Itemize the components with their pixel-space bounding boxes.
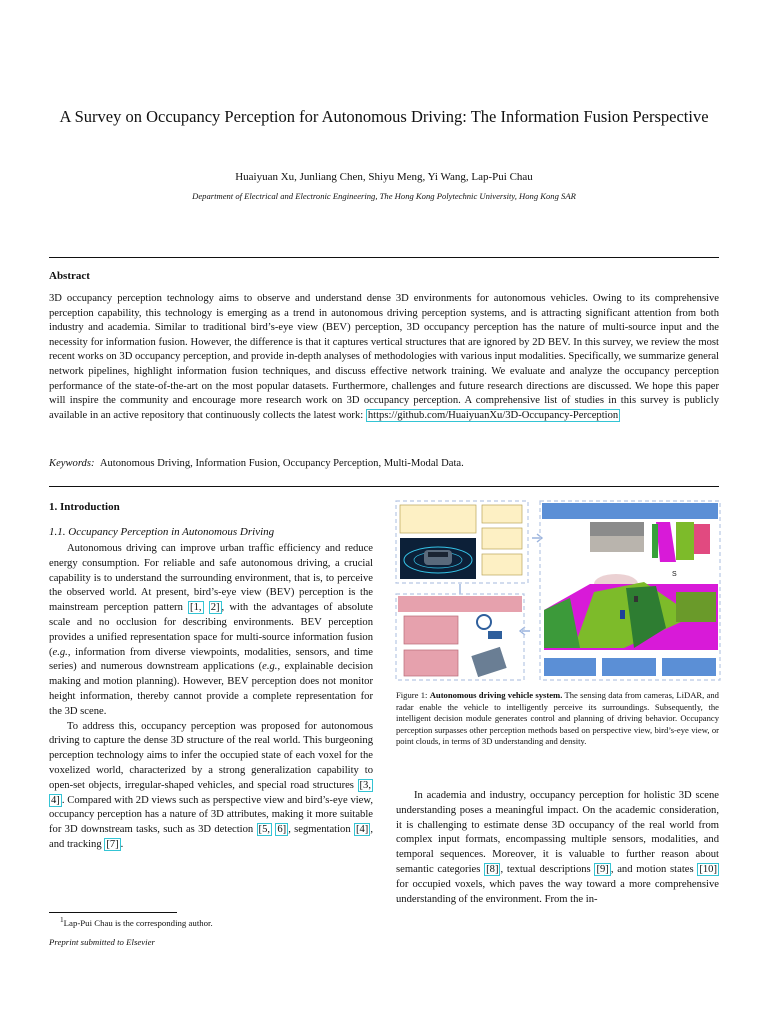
paper-title: A Survey on Occupancy Perception for Autonomous Driving: The Information Fusion Perspective <box>59 107 709 126</box>
road-surface <box>590 536 644 552</box>
citation-link[interactable]: [10] <box>699 863 718 875</box>
citation-link[interactable]: [4] <box>355 824 369 836</box>
author-list: Huaiyuan Xu, Junliang Chen, Shiyu Meng, Yi Wang, Lap-Pui Chau <box>235 171 533 183</box>
bottom-divider <box>49 486 719 487</box>
perception-header <box>542 503 718 519</box>
footnote-mark: 1 <box>60 915 64 924</box>
citation-link[interactable]: [8] <box>486 863 499 875</box>
citation-link[interactable]: 2] <box>210 602 220 614</box>
paragraph <box>49 720 373 853</box>
left-column <box>49 542 373 853</box>
citation-link[interactable]: 6] <box>277 824 287 836</box>
occupancy-label <box>662 658 716 676</box>
bev-vegetation <box>652 524 658 558</box>
bev-label <box>602 658 656 676</box>
radar-label-box <box>482 528 522 549</box>
text-run: e.g. <box>262 661 278 673</box>
right-column <box>396 789 719 907</box>
paragraph <box>49 542 373 720</box>
occupancy-car <box>620 610 625 619</box>
footnote-text: Lap-Pui Chau is the corresponding author. <box>63 917 213 928</box>
lidar-label-box <box>482 505 522 523</box>
text-run: In academia and industry, occupancy perception for holistic 3D scene understanding poses a meaningful impact. On the academic consideration, it is challenging to estimate dense 3D occupancy of the real world from complex input formats, encompassing multiple sensors, modalities, and temporal sequences. Moreover, it is valuable to further reason about semantic categories <box>396 790 719 875</box>
abstract-text: 3D occupancy perception technology aims to observe and understand dense 3D environments for autonomous vehicles. Owing to its comprehensive perception capability, this technology is emerging as a trend in autonomous driving perception systems, and is attracting significant attention from both industry and academia. Similar to traditional bird’s-eye view (BEV) perception, 3D occupancy perception has the nature of multi-source input and the necessity for information fusion. However, the difference is that it captures vertical structures that are ignored by 2D BEV. In this survey, we review the most recent works on 3D occupancy perception, and provide in-depth analyses of methodologies with various input modalities. Specifically, we summarize general network pipelines, highlight information fusion techniques, and discuss effective network training. We evaluate and analyze the occupancy perception performance of the state-of-the-art on the most popular datasets. Furthermore, challenges and future research directions are discussed. We hope this paper will inspire the community and encourage more research work on 3D occupancy perception. A comprehensive list of studies in this survey is publicly available in an active repository that continuously collects the latest work: <box>49 293 719 421</box>
text-run: Autonomous driving can improve urban traffic efficiency and reduce energy consumption. For reliable and safe autonomous driving, a crucial capability is to understand the surrounding environment, that is, to perceive the observed world. At present, bird’s-eye view (BEV) perception is the mainstream perception pattern <box>49 543 373 614</box>
preprint-note: Preprint submitted to Elsevier <box>49 937 155 947</box>
text-run: , explainable decision making and motion planning). However, BEV perception does not monitor height information, thereby cannot provide a complete representation for the 3D scene. <box>49 661 374 717</box>
text-run: . Compared with 2D views such as perspective view and bird’s-eye view, occupancy perception has a nature of 3D attributes, making it more suitable for 3D downstream tasks, such as 3D detection <box>49 794 373 836</box>
citation-link[interactable]: [3, <box>359 779 371 791</box>
subsection-heading: 1.1. Occupancy Perception in Autonomous Driving <box>49 526 275 538</box>
caption-title: Autonomous driving vehicle system. <box>429 690 563 700</box>
abstract-body <box>49 292 719 423</box>
bev-terrain <box>676 522 694 560</box>
route-map-icon <box>471 647 506 677</box>
text-run: , segmentation <box>288 824 354 836</box>
paragraph <box>396 789 719 907</box>
figure-1-illustration <box>394 498 722 682</box>
text-run: To address this, occupancy perception was proposed for autonomous driving to capture the dense 3D structure of the real world. This burgeoning perception technology aims to infer the occupied state of each voxel for the voxelized world, characterized by a strong generalization capability to open-set objects, irregular-shaped vehicles, and special road structures <box>49 720 373 791</box>
bev-building <box>694 524 710 554</box>
car-window <box>428 552 448 557</box>
panel-letter: S <box>672 571 677 578</box>
top-divider <box>49 257 719 258</box>
citation-link[interactable]: 4] <box>51 794 60 806</box>
occupancy-pole <box>634 596 638 602</box>
repository-link[interactable]: https://github.com/HuaiyuanXu/3D-Occupancy-Perception <box>367 409 619 421</box>
keywords-text: Autonomous Driving, Information Fusion, Occupancy Perception, Multi-Modal Data. <box>99 458 464 469</box>
footnote <box>60 915 213 928</box>
steering-wheel-icon <box>477 615 491 629</box>
citation-link[interactable]: [7] <box>106 838 119 850</box>
affiliation: Department of Electrical and Electronic Engineering, The Hong Kong Polytechnic University, Hong Kong SAR <box>192 191 576 201</box>
caption-text: The sensing data from cameras, LiDAR, and radar enable the vehicle to intelligently perceive its surroundings. Subsequently, the intelligent decision module generates control and planning of driving behavior. Occupancy perception surpasses other perception methods based on perspective view, bird’s-eye view, or point clouds, in terms of 3D understanding and density. <box>396 690 719 747</box>
footnote-rule <box>49 912 177 913</box>
text-run: , with the advantages of absolute scale and no occlusion for describing environments. BEV perception provides a unified representation space for multi-source information fusion ( <box>49 602 373 658</box>
text-run: e.g. <box>52 646 68 658</box>
text-run: , and motion states <box>610 863 698 875</box>
keywords <box>49 458 719 469</box>
arrow-left-icon <box>520 627 530 635</box>
planning-box <box>404 650 458 676</box>
citation-link[interactable]: [1, <box>190 602 202 614</box>
control-box <box>404 616 458 644</box>
text-run: , and tracking <box>49 824 373 850</box>
text-run: , textual descriptions <box>500 863 595 875</box>
text-run: . <box>120 838 124 850</box>
sensor-label-box <box>482 554 522 575</box>
section-heading: 1. Introduction <box>49 501 120 513</box>
figure-caption <box>396 690 719 748</box>
text-run: for occupied voxels, which paves the way toward a more comprehensive understanding of the environment. From the in- <box>396 878 719 905</box>
keywords-label: Keywords: <box>49 458 95 469</box>
perspective-view-label <box>544 658 596 676</box>
decision-header <box>398 596 522 612</box>
text-run: , information from diverse viewpoints, modalities, sensors, and time series) and numerous downstream applications ( <box>49 646 373 673</box>
occupancy-terrain <box>676 592 716 622</box>
caption-label: Figure 1: <box>396 690 428 700</box>
citation-link[interactable]: [9] <box>596 863 609 875</box>
pedal-icon <box>488 631 502 639</box>
abstract-heading: Abstract <box>49 270 90 282</box>
camera-label-box <box>400 505 476 533</box>
citation-link[interactable]: [5, <box>258 824 271 836</box>
